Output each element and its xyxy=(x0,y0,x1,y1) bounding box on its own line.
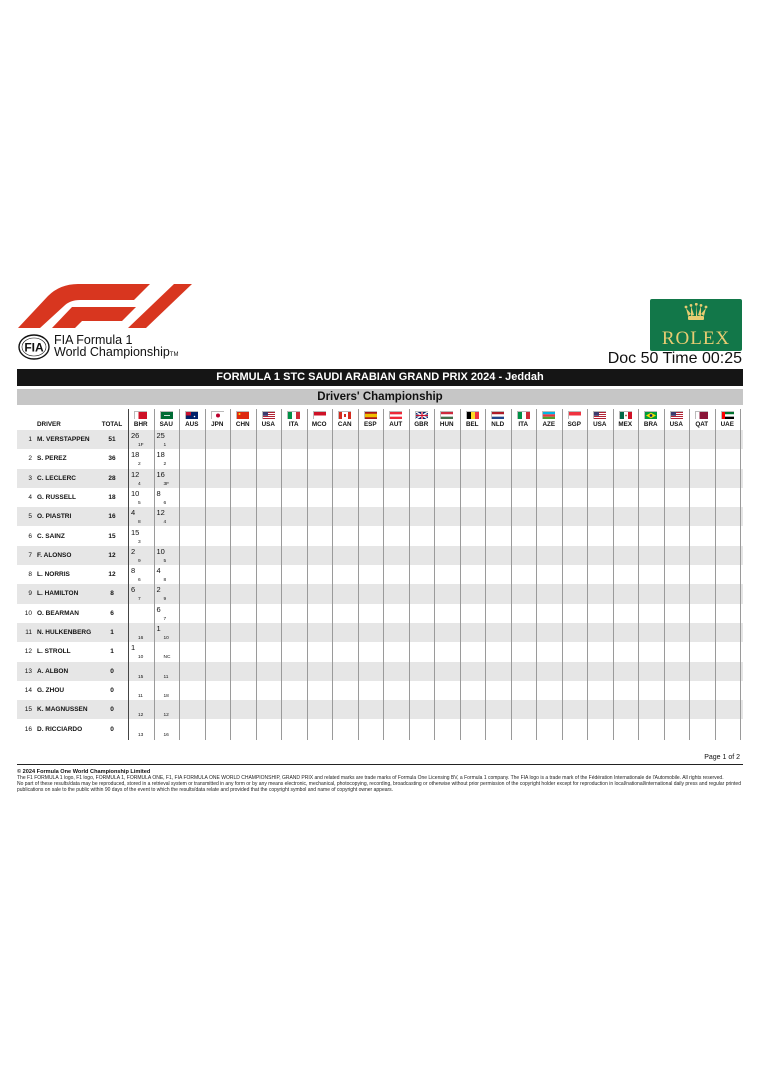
race-points: 4 xyxy=(156,566,161,576)
driver-name: G. RUSSELL xyxy=(37,493,77,501)
grid-line xyxy=(281,409,282,740)
grid-line xyxy=(332,409,333,740)
grid-line xyxy=(128,409,129,740)
table-row xyxy=(17,681,743,700)
race-finish-position: NC xyxy=(163,655,171,661)
race-points: 25 xyxy=(156,431,165,440)
race-code: SAU xyxy=(159,421,173,428)
race-finish-position: 11 xyxy=(138,693,143,699)
table-row xyxy=(17,449,743,468)
race-points: 10 xyxy=(156,546,165,556)
page-number: Page 1 of 2 xyxy=(704,754,740,761)
race-points: 2 xyxy=(156,585,161,595)
driver-total-points: 0 xyxy=(110,706,114,714)
race-finish-position: 16 xyxy=(138,636,144,641)
race-points: 8 xyxy=(156,488,161,498)
driver-position: 13 xyxy=(24,667,32,675)
table-row xyxy=(17,623,743,642)
driver-position: 15 xyxy=(24,706,32,714)
grid-line xyxy=(689,409,690,740)
table-row xyxy=(17,642,743,661)
race-code: AUT xyxy=(389,421,403,428)
race-code: BHR xyxy=(133,421,148,428)
driver-name: O. PIASTRI xyxy=(37,513,72,521)
china-flag-icon xyxy=(236,411,249,419)
mexico-flag-icon xyxy=(619,411,632,419)
race-finish-position: 15 xyxy=(138,674,144,680)
race-code: SGP xyxy=(567,421,581,428)
driver-position: 5 xyxy=(28,513,32,521)
race-points: 16 xyxy=(156,469,165,479)
driver-position: 7 xyxy=(28,551,32,559)
qatar-flag-icon xyxy=(695,411,708,419)
race-column-header xyxy=(307,409,333,429)
driver-total-points: 1 xyxy=(110,629,114,636)
section-title: Drivers' Championship xyxy=(17,389,743,405)
driver-total-points: 8 xyxy=(110,590,114,598)
trademark-mark: TM xyxy=(169,351,179,358)
race-column-header xyxy=(562,409,588,429)
copyright-notice: © 2024 Formula One World Championship Limited xyxy=(17,769,151,775)
race-points: 4 xyxy=(131,508,136,518)
fia-text-line2: World Championship xyxy=(54,344,170,359)
legal-paragraph-1: The F1 FORMULA 1 logo, F1 logo, FORMULA 1, FORMULA ONE, F1, FIA FORMULA ONE WORLD CHAMPIONSHIP, GRAND PRIX and related marks are trade marks of Formula One Licensing BV, a Formula 1 company. The FIA logo is a trade mark of the Fédération Internationale de l'Automobile. All rights reserved. xyxy=(17,775,724,781)
driver-position: 10 xyxy=(24,609,32,617)
driver-name: S. PEREZ xyxy=(37,455,67,463)
driver-position: 11 xyxy=(25,629,32,636)
driver-position: 9 xyxy=(28,590,32,598)
race-finish-position: 5 xyxy=(138,500,141,506)
grid-line xyxy=(409,409,410,740)
belgium-flag-icon xyxy=(466,411,479,419)
race-code: AZE xyxy=(542,421,556,428)
japan-flag-icon xyxy=(211,411,224,419)
legal-paragraph-2: No part of these results/data may be reproduced, stored in a retrieval system or transmitted in any form or by any means electronic, mechanical, photocopying, recording, broadcasting or otherwise without prior permission of the copyright holder except for reproduction in local/national/international daily press and regular printed publications on sale to the public within 90 days of the event to which the results/data relate and provided that the copyright symbol and name of copyright owner appears. xyxy=(17,780,741,793)
race-code: AUS xyxy=(185,421,199,428)
table-row xyxy=(17,546,743,565)
race-column-header xyxy=(383,409,409,429)
grid-line xyxy=(154,409,155,740)
table-row xyxy=(17,507,743,526)
race-column-header xyxy=(358,409,384,429)
driver-total-points: 12 xyxy=(108,571,116,579)
driver-total-points: 1 xyxy=(110,648,114,656)
great-britain-flag-icon xyxy=(415,411,428,419)
race-points: 8 xyxy=(131,566,136,576)
race-code: MCO xyxy=(311,421,327,428)
grid-line xyxy=(562,409,563,740)
race-column-header xyxy=(638,409,664,429)
race-points: 1 xyxy=(156,624,161,633)
race-column-header xyxy=(689,409,715,429)
grid-line xyxy=(587,409,588,740)
race-points: 10 xyxy=(131,488,140,498)
race-code: QAT xyxy=(695,421,709,428)
driver-total-points: 16 xyxy=(108,513,116,521)
canada-flag-icon xyxy=(338,411,351,419)
f1-logo xyxy=(18,282,192,328)
race-column-header xyxy=(332,409,358,429)
usa-flag-icon xyxy=(593,411,606,419)
uae-flag-icon xyxy=(721,411,734,419)
driver-position: 16 xyxy=(24,725,32,733)
grid-line xyxy=(383,409,384,740)
crown-icon xyxy=(684,303,708,321)
driver-position: 12 xyxy=(24,648,32,656)
table-row xyxy=(17,527,743,546)
legal-text xyxy=(17,776,743,793)
race-finish-position: 4 xyxy=(138,481,141,487)
grid-line xyxy=(205,409,206,740)
driver-position: 3 xyxy=(28,474,32,482)
race-column-header xyxy=(664,409,690,429)
driver-name: N. HULKENBERG xyxy=(37,629,92,636)
race-column-header xyxy=(536,409,562,429)
saudi-arabia-flag-icon xyxy=(160,411,173,419)
race-finish-position: 6 xyxy=(163,500,167,506)
race-finish-position: 13 xyxy=(138,732,144,738)
grid-line xyxy=(434,409,435,740)
race-points: 12 xyxy=(131,469,140,479)
driver-name: C. SAINZ xyxy=(37,532,65,540)
driver-total-points: 28 xyxy=(108,474,116,482)
race-finish-position: 10 xyxy=(138,655,144,661)
race-code: CHN xyxy=(235,421,250,428)
race-finish-position: 18 xyxy=(163,693,169,699)
driver-total-points: 0 xyxy=(110,667,114,675)
driver-position: 2 xyxy=(28,455,32,463)
race-finish-position: 12 xyxy=(163,713,169,719)
brazil-flag-icon xyxy=(644,411,657,419)
race-finish-position: 3F xyxy=(163,481,170,487)
grid-line xyxy=(715,409,716,740)
race-code: USA xyxy=(261,421,275,428)
race-code: MEX xyxy=(618,421,633,428)
driver-total-points: 36 xyxy=(108,455,116,463)
race-code: BEL xyxy=(465,421,479,428)
race-code: GBR xyxy=(414,421,429,428)
race-finish-position: 9 xyxy=(138,558,141,564)
driver-total-points: 18 xyxy=(108,493,116,501)
race-finish-position: 7 xyxy=(138,597,141,603)
driver-total-points: 12 xyxy=(108,551,116,559)
grid-line xyxy=(179,409,180,740)
driver-total-points: 6 xyxy=(110,609,114,617)
footer-divider xyxy=(17,764,743,765)
italy-flag-icon xyxy=(517,411,530,419)
race-points: 18 xyxy=(156,450,165,460)
driver-name: K. MAGNUSSEN xyxy=(37,706,88,714)
table-row xyxy=(17,662,743,681)
driver-total-points: 15 xyxy=(108,532,116,540)
race-column-header xyxy=(128,409,154,429)
grid-line xyxy=(485,409,486,740)
table-row xyxy=(17,488,743,507)
azerbaijan-flag-icon xyxy=(542,411,555,419)
grid-line xyxy=(638,409,639,740)
race-column-header xyxy=(434,409,460,429)
race-column-header xyxy=(256,409,282,429)
race-finish-position: 8 xyxy=(138,520,141,526)
driver-name: F. ALONSO xyxy=(37,551,72,559)
driver-column-header: DRIVER xyxy=(37,421,61,428)
usa-flag-icon xyxy=(670,411,683,419)
race-column-header xyxy=(511,409,537,429)
race-finish-position: 1F xyxy=(138,443,144,448)
race-column-header xyxy=(179,409,205,429)
race-points: 6 xyxy=(131,585,136,595)
race-points: 15 xyxy=(131,527,140,537)
table-row xyxy=(17,720,743,739)
race-finish-position: 5 xyxy=(163,558,167,564)
table-row xyxy=(17,469,743,488)
driver-position: 8 xyxy=(28,571,32,579)
race-code: BRA xyxy=(643,421,658,428)
grid-line xyxy=(613,409,614,740)
race-finish-position: 3 xyxy=(138,539,141,545)
race-points: 26 xyxy=(131,431,140,440)
race-code: JPN xyxy=(211,421,224,428)
monaco-flag-icon xyxy=(313,411,326,419)
race-points: 1 xyxy=(131,643,136,653)
race-code: USA xyxy=(669,421,683,428)
race-column-header xyxy=(230,409,256,429)
race-finish-position: 16 xyxy=(163,732,169,738)
race-finish-position: 2 xyxy=(163,462,167,468)
race-column-header xyxy=(587,409,613,429)
driver-name: C. LECLERC xyxy=(37,474,76,482)
race-finish-position: 8 xyxy=(163,578,167,584)
race-code: ITA xyxy=(288,421,299,428)
driver-total-points: 51 xyxy=(108,436,116,443)
race-finish-position: 12 xyxy=(138,713,144,719)
grid-line xyxy=(664,409,665,740)
total-column-header: TOTAL xyxy=(101,421,123,428)
rolex-sponsor-logo xyxy=(650,299,742,351)
race-code: HUN xyxy=(439,421,454,428)
driver-name: L. STROLL xyxy=(37,648,71,656)
race-finish-position: 11 xyxy=(163,674,169,680)
race-column-header xyxy=(715,409,741,429)
driver-name: M. VERSTAPPEN xyxy=(37,436,90,443)
driver-name: L. HAMILTON xyxy=(37,590,79,598)
spain-flag-icon xyxy=(364,411,377,419)
table-row xyxy=(17,565,743,584)
hungary-flag-icon xyxy=(440,411,453,419)
race-code: USA xyxy=(593,421,607,428)
race-code: NLD xyxy=(491,421,505,428)
race-column-header xyxy=(460,409,486,429)
race-finish-position: 9 xyxy=(163,597,167,603)
race-code: CAN xyxy=(337,421,352,428)
race-finish-position: 1 xyxy=(163,443,167,448)
race-column-header xyxy=(613,409,639,429)
bahrain-flag-icon xyxy=(134,411,147,419)
driver-position: 1 xyxy=(28,436,32,443)
grid-line xyxy=(307,409,308,740)
driver-name: L. NORRIS xyxy=(37,571,70,579)
rolex-wordmark: ROLEX xyxy=(661,328,731,349)
race-column-header xyxy=(409,409,435,429)
race-code: ESP xyxy=(363,421,377,428)
austria-flag-icon xyxy=(389,411,402,419)
race-finish-position: 6 xyxy=(138,578,141,584)
table-row xyxy=(17,584,743,603)
driver-total-points: 0 xyxy=(110,725,114,733)
table-header-row xyxy=(17,409,743,429)
doc-time-label: Doc 50 Time 00:25 xyxy=(607,350,742,367)
australia-flag-icon xyxy=(185,411,198,419)
table-row xyxy=(17,430,743,449)
grid-line xyxy=(740,409,741,740)
svg-text:FIA: FIA xyxy=(24,340,44,355)
netherlands-flag-icon xyxy=(491,411,504,419)
driver-position: 14 xyxy=(24,686,32,694)
italy-flag-icon xyxy=(287,411,300,419)
race-column-header xyxy=(485,409,511,429)
usa-flag-icon xyxy=(262,411,275,419)
race-finish-position: 7 xyxy=(163,616,167,622)
driver-name: D. RICCIARDO xyxy=(37,725,83,733)
race-code: UAE xyxy=(720,421,734,428)
grid-line xyxy=(536,409,537,740)
race-points: 2 xyxy=(131,546,136,556)
fia-text-line1: FIA Formula 1 xyxy=(54,332,133,347)
race-points: 18 xyxy=(131,450,140,460)
race-points: 12 xyxy=(156,508,165,518)
grid-line xyxy=(358,409,359,740)
fia-badge-icon xyxy=(18,334,50,360)
grid-line xyxy=(460,409,461,740)
race-column-header xyxy=(154,409,180,429)
grid-line xyxy=(230,409,231,740)
driver-position: 4 xyxy=(28,493,32,501)
driver-total-points: 0 xyxy=(110,686,114,694)
driver-name: O. BEARMAN xyxy=(37,609,79,617)
race-finish-position: 10 xyxy=(163,636,169,641)
driver-name: G. ZHOU xyxy=(37,686,65,694)
fia-championship-logo xyxy=(18,333,178,361)
race-column-header xyxy=(205,409,231,429)
singapore-flag-icon xyxy=(568,411,581,419)
driver-name: A. ALBON xyxy=(37,667,69,675)
grid-line xyxy=(256,409,257,740)
driver-position: 6 xyxy=(28,532,32,540)
race-finish-position: 2 xyxy=(138,462,141,468)
table-row xyxy=(17,604,743,623)
grid-line xyxy=(511,409,512,740)
race-code: ITA xyxy=(518,421,529,428)
table-row xyxy=(17,700,743,719)
race-finish-position: 4 xyxy=(163,520,167,526)
event-title: FORMULA 1 STC SAUDI ARABIAN GRAND PRIX 2024 - Jeddah xyxy=(17,369,743,386)
race-points: 6 xyxy=(156,604,161,614)
race-column-header xyxy=(281,409,307,429)
